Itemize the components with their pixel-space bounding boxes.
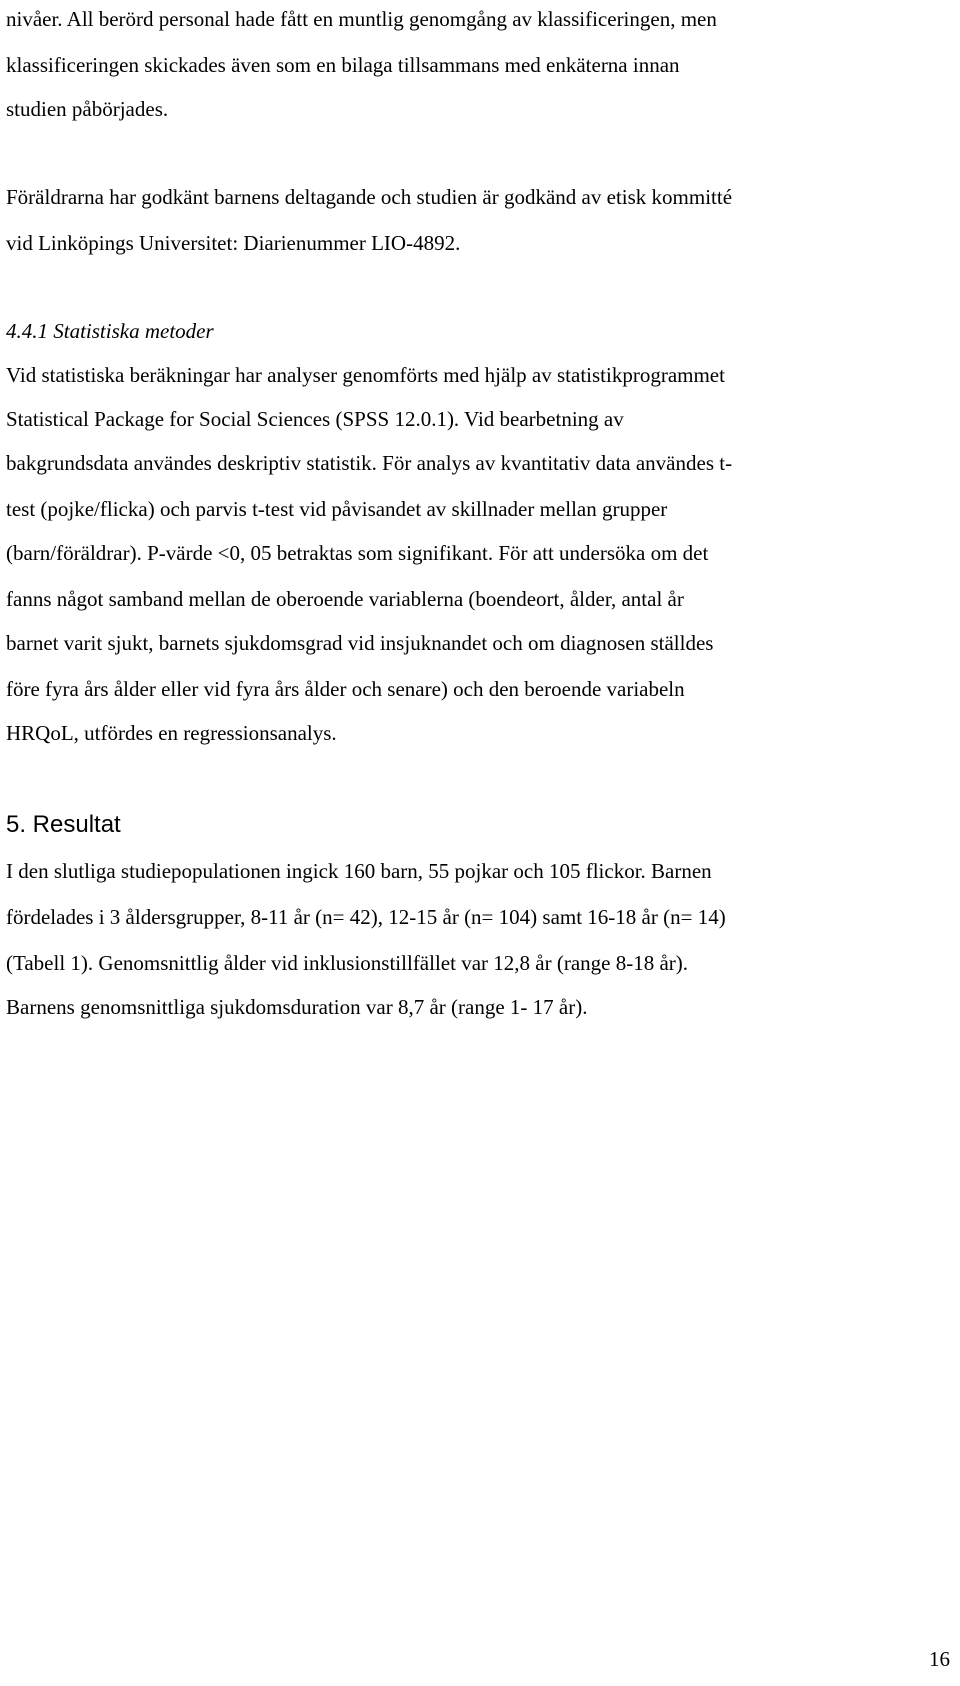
paragraph-1-line-1: nivåer. All berörd personal hade fått en muntlig genomgång av klassificeringen, men <box>6 7 717 31</box>
statistik-line-3: bakgrundsdata användes deskriptiv statistik. För analys av kvantitativ data användes t- <box>6 451 733 475</box>
page-number: 16 <box>929 1647 950 1671</box>
statistik-line-8: före fyra års ålder eller vid fyra års ålder och senare) och den beroende variabeln <box>6 677 685 701</box>
statistik-line-7: barnet varit sjukt, barnets sjukdomsgrad vid insjuknandet och om diagnosen ställdes <box>6 631 714 655</box>
statistik-line-9: HRQoL, utfördes en regressionsanalys. <box>6 721 337 745</box>
resultat-line-4: Barnens genomsnittliga sjukdomsduration var 8,7 år (range 1- 17 år). <box>6 995 588 1019</box>
statistik-line-2: Statistical Package for Social Sciences (SPSS 12.0.1). Vid bearbetning av <box>6 407 624 431</box>
paragraph-2-line-2: vid Linköpings Universitet: Diarienummer LIO-4892. <box>6 231 461 255</box>
resultat-line-3: (Tabell 1). Genomsnittlig ålder vid inklusionstillfället var 12,8 år (range 8-18 år). <box>6 951 689 975</box>
paragraph-2-line-1: Föräldrarna har godkänt barnens deltagande och studien är godkänd av etisk kommitté <box>6 185 733 209</box>
resultat-line-1: I den slutliga studiepopulationen ingick 160 barn, 55 pojkar och 105 flickor. Barnen <box>6 859 712 883</box>
statistik-line-6: fanns något samband mellan de oberoende variablerna (boendeort, ålder, antal år <box>6 587 684 611</box>
statistik-line-1: Vid statistiska beräkningar har analyser genomförts med hjälp av statistikprogrammet <box>6 363 725 387</box>
paragraph-1-line-2: klassificeringen skickades även som en bilaga tillsammans med enkäterna innan <box>6 53 680 77</box>
resultat-line-2: fördelades i 3 åldersgrupper, 8-11 år (n= 42), 12-15 år (n= 104) samt 16-18 år (n= 14) <box>6 905 726 929</box>
section-heading-statistiska-metoder: 4.4.1 Statistiska metoder <box>6 319 214 343</box>
statistik-line-5: (barn/föräldrar). P-värde <0, 05 betraktas som signifikant. För att undersöka om det <box>6 541 709 565</box>
statistik-line-4: test (pojke/flicka) och parvis t-test vid påvisandet av skillnader mellan grupper <box>6 497 668 521</box>
section-heading-resultat: 5. Resultat <box>6 811 121 838</box>
paragraph-1-line-3: studien påbörjades. <box>6 97 169 121</box>
